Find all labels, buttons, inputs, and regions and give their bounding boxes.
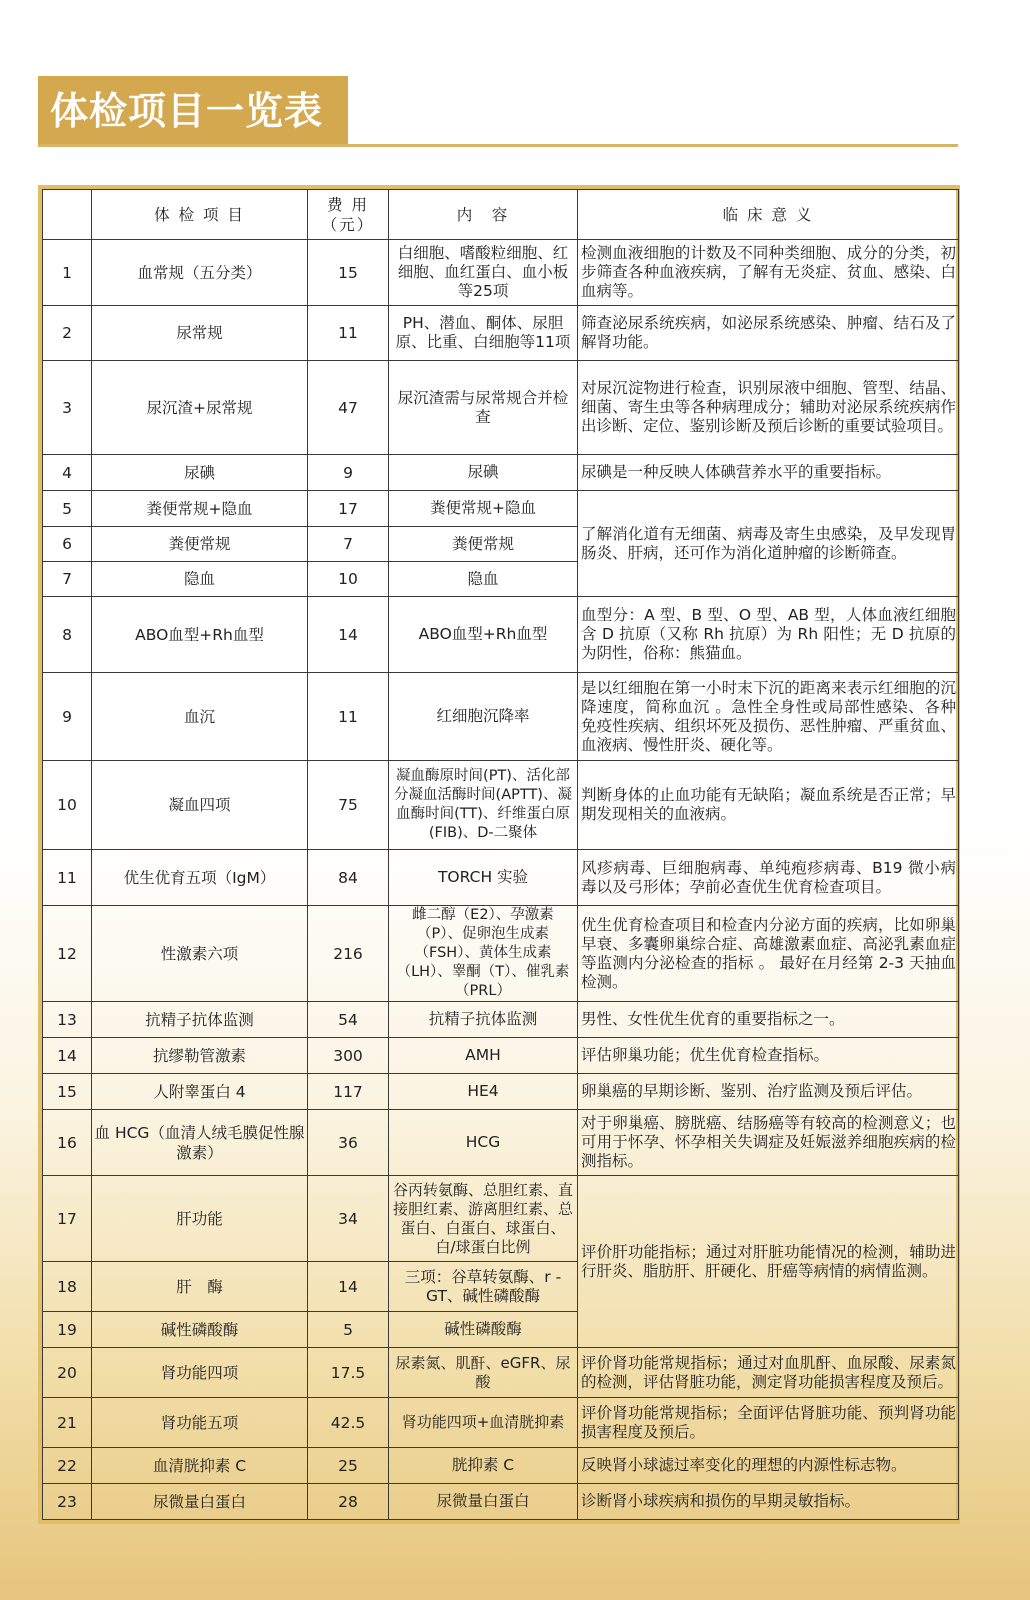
row-item: 肝功能 — [92, 1176, 308, 1262]
row-meaning: 风疹病毒、巨细胞病毒、单纯疱疹病毒、B19 微小病毒以及弓形体；孕前必查优生优育检查项目。 — [578, 850, 959, 906]
row-fee: 5 — [308, 1312, 389, 1348]
row-content: PH、潜血、酮体、尿胆原、比重、白细胞等11项 — [389, 306, 578, 361]
row-item: 尿碘 — [92, 455, 308, 491]
row-fee: 54 — [308, 1002, 389, 1038]
row-fee: 11 — [308, 306, 389, 361]
table-row — [43, 597, 959, 673]
row-meaning: 反映肾小球滤过率变化的理想的内源性标志物。 — [578, 1448, 959, 1484]
row-meaning: 对于卵巢癌、膀胱癌、结肠癌等有较高的检测意义；也可用于怀孕、怀孕相关失调症及妊娠滋养细胞疾病的检测指标。 — [578, 1110, 959, 1176]
row-fee: 28 — [308, 1484, 389, 1520]
row-item: 粪便常规 — [92, 527, 308, 562]
table-row — [43, 1448, 959, 1484]
row-meaning: 判断身体的止血功能有无缺陷；凝血系统是否正常；早期发现相关的血液病。 — [578, 761, 959, 850]
row-no: 17 — [43, 1176, 92, 1262]
row-no: 13 — [43, 1002, 92, 1038]
table-row — [43, 1348, 959, 1398]
table-row — [43, 1074, 959, 1110]
row-content: 粪便常规+隐血 — [389, 491, 578, 527]
row-content: 红细胞沉降率 — [389, 673, 578, 761]
row-meaning: 了解消化道有无细菌、病毒及寄生虫感染，及早发现胃肠炎、肝病，还可作为消化道肿瘤的诊断筛查。 — [578, 491, 959, 597]
row-no: 12 — [43, 906, 92, 1002]
row-fee: 42.5 — [308, 1398, 389, 1448]
row-no: 3 — [43, 361, 92, 455]
table-row — [43, 1176, 959, 1262]
row-item: 尿沉渣+尿常规 — [92, 361, 308, 455]
row-fee: 17 — [308, 491, 389, 527]
table-row — [43, 906, 959, 1002]
row-no: 1 — [43, 240, 92, 306]
row-fee: 216 — [308, 906, 389, 1002]
row-content: 尿素氮、肌酐、eGFR、尿酸 — [389, 1348, 578, 1398]
row-fee: 84 — [308, 850, 389, 906]
row-fee: 10 — [308, 562, 389, 597]
row-item: 尿常规 — [92, 306, 308, 361]
row-no: 4 — [43, 455, 92, 491]
row-item: 性激素六项 — [92, 906, 308, 1002]
row-item: 凝血四项 — [92, 761, 308, 850]
table-row — [43, 1038, 959, 1074]
row-fee: 7 — [308, 527, 389, 562]
row-content: AMH — [389, 1038, 578, 1074]
row-content: 碱性磷酸酶 — [389, 1312, 578, 1348]
table-row — [43, 306, 959, 361]
table-row — [43, 673, 959, 761]
header-fee-line2: （元） — [321, 215, 375, 234]
row-fee: 14 — [308, 597, 389, 673]
exam-table-frame — [38, 185, 960, 1524]
row-content: 胱抑素 C — [389, 1448, 578, 1484]
row-content: 雌二醇（E2）、孕激素（P）、促卵泡生成素（FSH）、黄体生成素（LH）、睾酮（T）、催乳素（PRL） — [389, 906, 578, 1002]
row-meaning: 卵巢癌的早期诊断、鉴别、治疗监测及预后评估。 — [578, 1074, 959, 1110]
row-meaning: 是以红细胞在第一小时末下沉的距离来表示红细胞的沉降速度，简称血沉 。急性全身性或局部性感染、各种免疫性疾病、组织坏死及损伤、恶性肿瘤、严重贫血、血液病、慢性肝炎、硬化等。 — [578, 673, 959, 761]
row-content: 凝血酶原时间(PT)、活化部分凝血活酶时间(APTT)、凝血酶时间(TT)、纤维蛋白原(FIB)、D-二聚体 — [389, 761, 578, 850]
row-content: 尿碘 — [389, 455, 578, 491]
table-row — [43, 361, 959, 455]
header-content: 内 容 — [389, 190, 578, 240]
header-fee — [308, 190, 389, 240]
table-row — [43, 1398, 959, 1448]
title-divider — [38, 144, 958, 147]
row-content: 肾功能四项+血清胱抑素 — [389, 1398, 578, 1448]
row-item: 优生优育五项（IgM） — [92, 850, 308, 906]
row-content: 白细胞、嗜酸粒细胞、红细胞、血红蛋白、血小板等25项 — [389, 240, 578, 306]
header-item: 体 检 项 目 — [92, 190, 308, 240]
table-row — [43, 1484, 959, 1520]
row-item: 粪便常规+隐血 — [92, 491, 308, 527]
table-row — [43, 850, 959, 906]
row-fee: 9 — [308, 455, 389, 491]
row-no: 5 — [43, 491, 92, 527]
row-item: 抗缪勒管激素 — [92, 1038, 308, 1074]
row-no: 9 — [43, 673, 92, 761]
row-no: 21 — [43, 1398, 92, 1448]
row-fee: 36 — [308, 1110, 389, 1176]
row-no: 6 — [43, 527, 92, 562]
row-no: 11 — [43, 850, 92, 906]
header-no — [43, 190, 92, 240]
row-meaning: 尿碘是一种反映人体碘营养水平的重要指标。 — [578, 455, 959, 491]
row-item: 肾功能四项 — [92, 1348, 308, 1398]
row-item: 抗精子抗体监测 — [92, 1002, 308, 1038]
row-item: 血沉 — [92, 673, 308, 761]
row-fee: 300 — [308, 1038, 389, 1074]
row-item: 尿微量白蛋白 — [92, 1484, 308, 1520]
row-fee: 75 — [308, 761, 389, 850]
table-row — [43, 1110, 959, 1176]
row-content: 尿沉渣需与尿常规合并检查 — [389, 361, 578, 455]
row-content: ABO血型+Rh血型 — [389, 597, 578, 673]
row-content: 三项：谷草转氨酶、r - GT、碱性磷酸酶 — [389, 1262, 578, 1312]
row-content: TORCH 实验 — [389, 850, 578, 906]
header-fee-line1: 费 用 — [327, 195, 369, 214]
row-item: 血清胱抑素 C — [92, 1448, 308, 1484]
row-meaning: 血型分：A 型、B 型、O 型、AB 型，人体血液红细胞含 D 抗原（又称 Rh 抗原）为 Rh 阳性；无 D 抗原的为阴性，俗称：熊猫血。 — [578, 597, 959, 673]
row-content: 粪便常规 — [389, 527, 578, 562]
row-content: HCG — [389, 1110, 578, 1176]
table-row — [43, 455, 959, 491]
row-content: 谷丙转氨酶、总胆红素、直接胆红素、游离胆红素、总蛋白、白蛋白、球蛋白、白/球蛋白比例 — [389, 1176, 578, 1262]
row-meaning: 评价肝功能指标；通过对肝脏功能情况的检测，辅助进行肝炎、脂肪肝、肝硬化、肝癌等病情的病情监测。 — [578, 1176, 959, 1348]
row-fee: 117 — [308, 1074, 389, 1110]
row-item: ABO血型+Rh血型 — [92, 597, 308, 673]
table-row — [43, 491, 959, 527]
header-row — [43, 190, 959, 240]
row-fee: 25 — [308, 1448, 389, 1484]
row-no: 22 — [43, 1448, 92, 1484]
row-no: 15 — [43, 1074, 92, 1110]
row-meaning: 优生优育检查项目和检查内分泌方面的疾病，比如卵巢早衰、多囊卵巢综合症、高雄激素血症、高泌乳素血症等监测内分泌检查的指标 。 最好在月经第 2-3 天抽血检测。 — [578, 906, 959, 1002]
row-item: 碱性磷酸酶 — [92, 1312, 308, 1348]
table-row — [43, 761, 959, 850]
row-no: 8 — [43, 597, 92, 673]
row-no: 16 — [43, 1110, 92, 1176]
row-meaning: 筛查泌尿系统疾病，如泌尿系统感染、肿瘤、结石及了解肾功能。 — [578, 306, 959, 361]
row-content: 抗精子抗体监测 — [389, 1002, 578, 1038]
exam-table — [42, 189, 959, 1520]
row-item: 肝 酶 — [92, 1262, 308, 1312]
page-title: 体检项目一览表 — [38, 76, 348, 146]
row-fee: 15 — [308, 240, 389, 306]
row-no: 19 — [43, 1312, 92, 1348]
row-meaning: 评价肾功能常规指标；全面评估肾脏功能、预判肾功能损害程度及预后。 — [578, 1398, 959, 1448]
row-fee: 34 — [308, 1176, 389, 1262]
header-meaning: 临 床 意 义 — [578, 190, 959, 240]
row-item: 肾功能五项 — [92, 1398, 308, 1448]
row-no: 20 — [43, 1348, 92, 1398]
row-item: 人附睾蛋白 4 — [92, 1074, 308, 1110]
row-fee: 11 — [308, 673, 389, 761]
row-item: 隐血 — [92, 562, 308, 597]
row-fee: 17.5 — [308, 1348, 389, 1398]
row-no: 18 — [43, 1262, 92, 1312]
row-fee: 47 — [308, 361, 389, 455]
row-no: 14 — [43, 1038, 92, 1074]
row-no: 7 — [43, 562, 92, 597]
row-no: 23 — [43, 1484, 92, 1520]
row-no: 10 — [43, 761, 92, 850]
row-fee: 14 — [308, 1262, 389, 1312]
table-row — [43, 240, 959, 306]
row-content: 隐血 — [389, 562, 578, 597]
row-meaning: 评价肾功能常规指标；通过对血肌酐、血尿酸、尿素氮的检测，评估肾脏功能，测定肾功能损害程度及预后。 — [578, 1348, 959, 1398]
row-meaning: 诊断肾小球疾病和损伤的早期灵敏指标。 — [578, 1484, 959, 1520]
row-content: 尿微量白蛋白 — [389, 1484, 578, 1520]
row-item: 血常规（五分类） — [92, 240, 308, 306]
row-meaning: 男性、女性优生优育的重要指标之一。 — [578, 1002, 959, 1038]
row-meaning: 评估卵巢功能；优生优育检查指标。 — [578, 1038, 959, 1074]
row-item: 血 HCG（血清人绒毛膜促性腺激素） — [92, 1110, 308, 1176]
row-no: 2 — [43, 306, 92, 361]
row-meaning: 检测血液细胞的计数及不同种类细胞、成分的分类，初步筛查各种血液疾病，了解有无炎症、贫血、感染、白血病等。 — [578, 240, 959, 306]
row-meaning: 对尿沉淀物进行检查，识别尿液中细胞、管型、结晶、细菌、寄生虫等各种病理成分；辅助对泌尿系统疾病作出诊断、定位、鉴别诊断及预后诊断的重要试验项目。 — [578, 361, 959, 455]
table-row — [43, 1002, 959, 1038]
row-content: HE4 — [389, 1074, 578, 1110]
